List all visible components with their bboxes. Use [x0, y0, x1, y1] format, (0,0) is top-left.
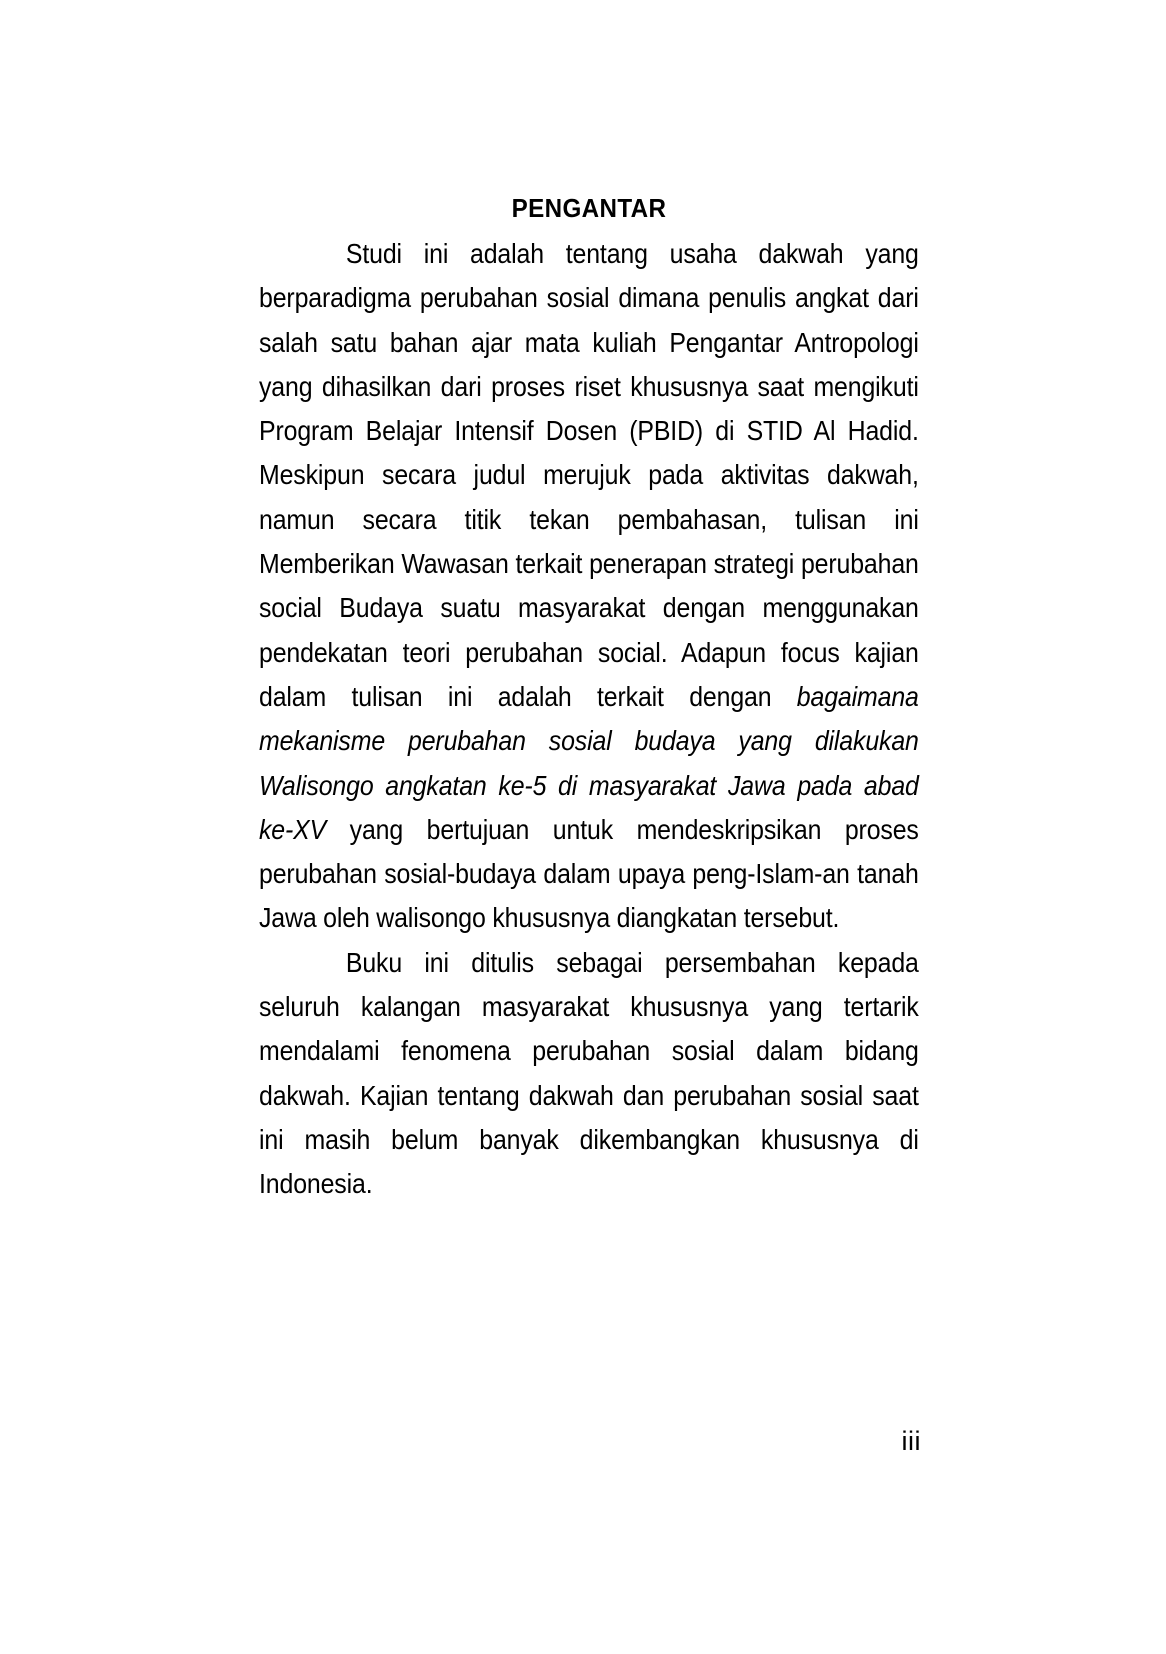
paragraph-preface-intro — [259, 232, 919, 941]
page-content — [259, 188, 919, 1207]
text-run-regular: Studi ini adalah tentang usaha dakwah yang berparadigma perubahan sosial dimana penulis angkat dari salah satu bahan ajar mata kuliah Pengantar Antropologi yang dihasilkan dari proses riset khususnya saat mengikuti Program Belajar Intensif Dosen (PBID) di STID Al Hadid. Meskipun secara judul merujuk pada aktivitas dakwah, namun secara titik tekan pembahasan, tulisan ini Memberikan Wawasan terkait penerapan strategi perubahan social Budaya suatu masyarakat dengan menggunakan pendekatan teori perubahan social. Adapun focus kajian dalam tulisan ini adalah terkait dengan — [259, 238, 919, 712]
text-run-regular: Buku ini ditulis sebagai persembahan kepada seluruh kalangan masyarakat khususnya yang tertarik mendalami fenomena perubahan sosial dalam bidang dakwah. Kajian tentang dakwah dan perubahan sosial saat ini masih belum banyak dikembangkan khususnya di Indonesia. — [259, 946, 919, 1200]
paragraph-preface-dedication — [259, 941, 919, 1207]
text-run-italic: bagaimana mekanisme perubahan sosial budaya yang dilakukan Walisongo angkatan ke-5 di masyarakat Jawa pada abad ke-XV — [259, 680, 919, 845]
page-title: PENGANTAR — [511, 193, 667, 223]
text-run-regular: yang bertujuan untuk mendeskripsikan proses perubahan sosial-budaya dalam upaya peng-Islam-an tanah Jawa oleh walisongo khususnya diangkatan tersebut. — [259, 813, 919, 934]
page-number: iii — [901, 1426, 921, 1456]
